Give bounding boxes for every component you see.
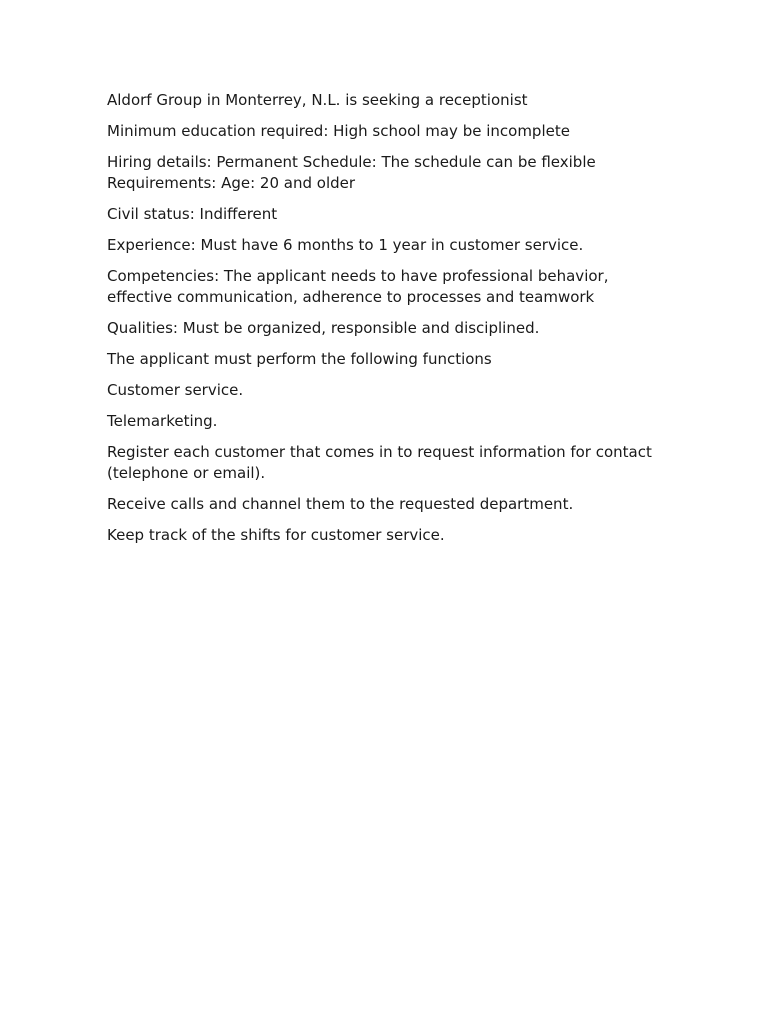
paragraph-line: (telephone or email). [107,464,266,482]
paragraph-line: Civil status: Indifferent [107,205,278,223]
paragraph-line: Competencies: The applicant needs to have professional behavior, [107,267,609,285]
paragraph-civil-status [107,204,667,225]
paragraph-line: Requirements: Age: 20 and older [107,174,356,192]
paragraph-function-customer-service [107,380,667,401]
paragraph-hiring-details [107,152,667,194]
paragraph-line: Keep track of the shifts for customer service. [107,526,445,544]
paragraph-line: Receive calls and channel them to the requested department. [107,495,574,513]
paragraph-function-register-customers [107,442,667,484]
paragraph-qualities [107,318,667,339]
paragraph-competencies [107,266,667,308]
paragraph-line: Minimum education required: High school may be incomplete [107,122,570,140]
paragraph-line: Register each customer that comes in to request information for contact [107,443,652,461]
paragraph-function-telemarketing [107,411,667,432]
paragraph-line: Aldorf Group in Monterrey, N.L. is seeking a receptionist [107,91,528,109]
paragraph-line: Telemarketing. [107,412,218,430]
paragraph-line: effective communication, adherence to processes and teamwork [107,288,595,306]
paragraph-job-title [107,90,667,111]
paragraph-function-receive-calls [107,494,667,515]
paragraph-function-track-shifts [107,525,667,546]
paragraph-line: Qualities: Must be organized, responsible and disciplined. [107,319,540,337]
paragraph-functions-intro [107,349,667,370]
paragraph-line: Customer service. [107,381,244,399]
paragraph-line: Experience: Must have 6 months to 1 year in customer service. [107,236,584,254]
paragraph-line: The applicant must perform the following functions [107,350,492,368]
paragraph-education [107,121,667,142]
document-body [107,90,667,556]
paragraph-line: Hiring details: Permanent Schedule: The schedule can be flexible [107,153,596,171]
paragraph-experience [107,235,667,256]
